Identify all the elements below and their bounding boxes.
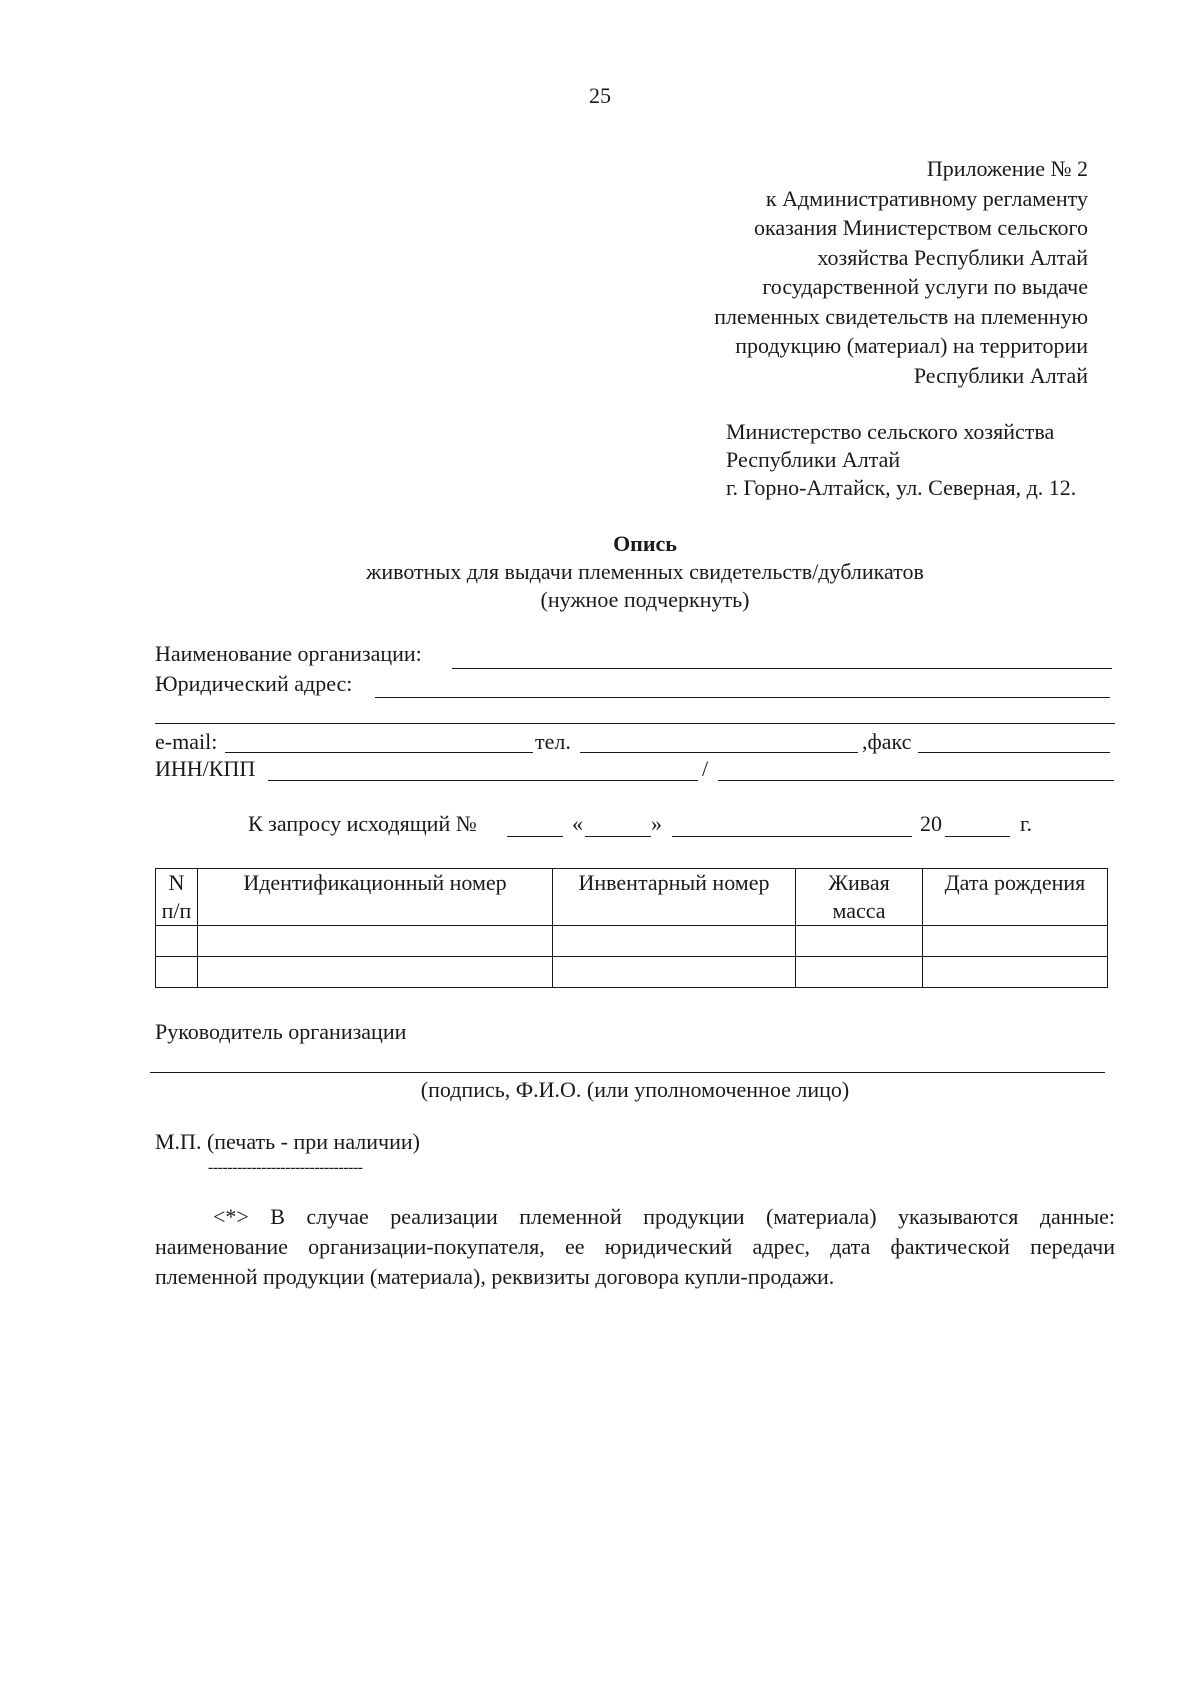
legal-address-label: Юридический адрес: xyxy=(155,671,353,696)
table-cell[interactable] xyxy=(796,957,923,988)
legal-address-field[interactable] xyxy=(375,697,1110,698)
quote-open: « xyxy=(572,811,583,836)
appendix-line: хозяйства Республики Алтай xyxy=(817,244,1088,270)
email-label: e-mail: xyxy=(155,729,218,754)
table-header-row xyxy=(156,869,1108,926)
year-suffix: г. xyxy=(1020,811,1033,836)
table-cell[interactable] xyxy=(923,926,1108,957)
table-row xyxy=(156,926,1108,957)
stamp-label: М.П. (печать - при наличии) xyxy=(155,1129,420,1154)
title-block xyxy=(45,530,1200,614)
fax-label-row xyxy=(862,728,911,758)
footnote-divider: -------------------------------- xyxy=(208,1159,363,1176)
table-cell[interactable] xyxy=(553,926,796,957)
appendix-line: Республики Алтай xyxy=(913,362,1088,388)
fax-label: ,факс xyxy=(862,729,912,754)
org-name-row xyxy=(155,640,422,670)
legal-address-row xyxy=(155,670,352,700)
footnote-text: <*> В случае реализации племенной продукции (материала) указываются данные: наименование организации-покупателя, ее юридический адрес, дата фактической передачи племенной продукции (материала), реквизиты договора купли-продажи. xyxy=(155,1204,1115,1289)
email-label-row xyxy=(155,728,217,758)
kpp-field[interactable] xyxy=(718,780,1114,781)
head-label-row xyxy=(155,1018,406,1048)
request-month-field[interactable] xyxy=(672,836,912,837)
inn-field[interactable] xyxy=(268,780,698,781)
inn-kpp-separator-row xyxy=(702,755,708,785)
document-subtitle-note: (нужное подчеркнуть) xyxy=(540,587,750,612)
appendix-line: Приложение № 2 xyxy=(926,156,1088,181)
table-cell[interactable] xyxy=(156,957,198,988)
phone-field[interactable] xyxy=(580,752,858,753)
column-header-id-number: Идентификационный номер xyxy=(198,869,553,926)
page-number: 25 xyxy=(589,83,611,108)
stamp-row xyxy=(155,1128,420,1158)
quote-open-row xyxy=(572,810,583,840)
appendix-line: государственной услуги по выдаче xyxy=(762,274,1088,299)
appendix-line: продукцию (материал) на территории xyxy=(735,333,1088,358)
inn-kpp-label: ИНН/КПП xyxy=(155,756,256,781)
column-header-number: N п/п xyxy=(156,869,198,926)
org-name-field[interactable] xyxy=(452,668,1112,669)
appendix-header xyxy=(714,154,1088,390)
recipient-line: Республики Алтай xyxy=(726,447,901,472)
request-year-field[interactable] xyxy=(945,836,1010,837)
table-cell[interactable] xyxy=(198,926,553,957)
request-label-row xyxy=(248,810,477,840)
appendix-line: к Административному регламенту xyxy=(765,185,1088,211)
inn-kpp-row xyxy=(155,755,255,785)
year-prefix-row xyxy=(920,810,942,840)
table-cell[interactable] xyxy=(796,926,923,957)
recipient-block xyxy=(726,418,1076,502)
recipient-line: Министерство сельского хозяйства xyxy=(726,419,1055,444)
email-field[interactable] xyxy=(225,752,533,753)
column-header-inventory-number: Инвентарный номер xyxy=(553,869,796,926)
column-header-birth-date: Дата рождения xyxy=(923,869,1108,926)
request-day-field[interactable] xyxy=(585,836,651,837)
appendix-line: племенных свидетельств на племенную xyxy=(714,303,1088,329)
quote-close-row xyxy=(651,810,662,840)
table-cell[interactable] xyxy=(923,957,1108,988)
document-subtitle: животных для выдачи племенных свидетельств/дубликатов xyxy=(366,559,924,584)
org-name-label: Наименование организации: xyxy=(155,641,422,666)
signature-caption: (подпись, Ф.И.О. (или уполномоченное лицо) xyxy=(420,1077,850,1102)
table-cell[interactable] xyxy=(198,957,553,988)
inn-kpp-separator: / xyxy=(702,756,709,781)
appendix-line: оказания Министерством сельского xyxy=(753,215,1088,240)
request-number-field[interactable] xyxy=(507,836,563,837)
quote-close: » xyxy=(651,811,662,836)
table-cell[interactable] xyxy=(553,957,796,988)
column-header-live-weight: Живая масса xyxy=(796,869,923,926)
table-cell[interactable] xyxy=(156,926,198,957)
phone-label: тел. xyxy=(535,729,571,754)
document-title: Опись xyxy=(613,531,677,556)
request-label: К запросу исходящий № xyxy=(248,811,477,836)
animal-inventory-table xyxy=(155,868,1108,988)
signature-field[interactable] xyxy=(150,1072,1105,1073)
recipient-line: г. Горно-Алтайск, ул. Северная, д. 12. xyxy=(726,475,1077,500)
year-prefix: 20 xyxy=(920,811,942,836)
phone-label-row xyxy=(535,728,571,758)
head-label: Руководитель организации xyxy=(155,1019,407,1044)
legal-address-field-extra[interactable] xyxy=(155,723,1115,724)
fax-field[interactable] xyxy=(918,752,1110,753)
table-row xyxy=(156,957,1108,988)
year-suffix-row xyxy=(1020,810,1032,840)
